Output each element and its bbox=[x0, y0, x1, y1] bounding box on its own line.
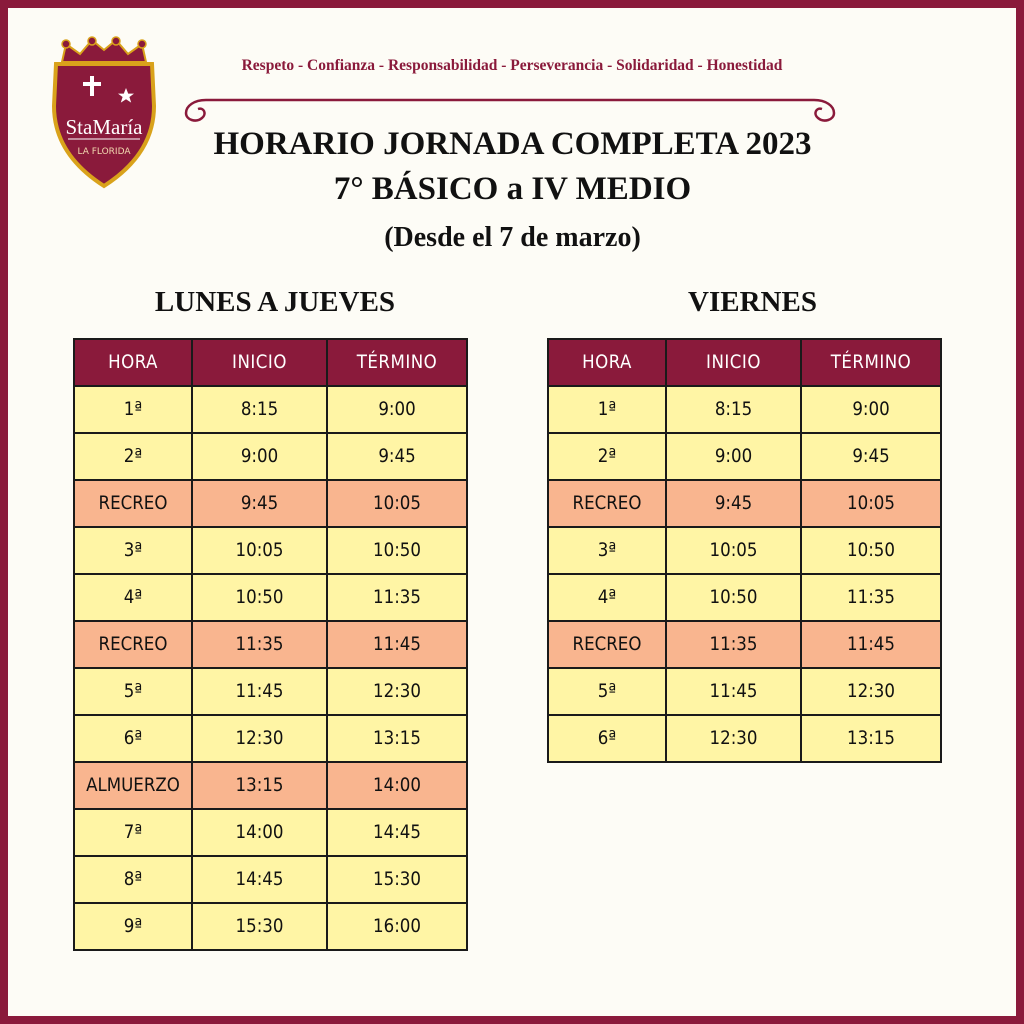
cell-termino: 13:15 bbox=[327, 715, 467, 762]
cell-inicio: 8:15 bbox=[192, 386, 327, 433]
cell-termino: 10:05 bbox=[327, 480, 467, 527]
cell-termino: 9:00 bbox=[327, 386, 467, 433]
cell-inicio: 12:30 bbox=[192, 715, 327, 762]
cell-hora: 2ª bbox=[74, 433, 192, 480]
cell-hora: RECREO bbox=[548, 480, 666, 527]
cell-termino: 15:30 bbox=[327, 856, 467, 903]
cell-inicio: 10:05 bbox=[666, 527, 801, 574]
cell-termino: 11:35 bbox=[801, 574, 941, 621]
table-header-row bbox=[548, 339, 941, 386]
class-row bbox=[74, 574, 467, 621]
cell-hora: 5ª bbox=[74, 668, 192, 715]
class-row bbox=[74, 433, 467, 480]
cell-termino: 11:35 bbox=[327, 574, 467, 621]
class-row bbox=[548, 715, 941, 762]
cell-termino: 12:30 bbox=[801, 668, 941, 715]
class-row bbox=[74, 856, 467, 903]
cell-inicio: 10:50 bbox=[192, 574, 327, 621]
cell-hora: 3ª bbox=[548, 527, 666, 574]
cell-hora: 1ª bbox=[74, 386, 192, 433]
crown-icon bbox=[62, 37, 146, 62]
break-row bbox=[74, 480, 467, 527]
cell-hora: 8ª bbox=[74, 856, 192, 903]
class-row bbox=[74, 527, 467, 574]
cell-hora: 1ª bbox=[548, 386, 666, 433]
class-row bbox=[548, 668, 941, 715]
cell-termino: 13:15 bbox=[801, 715, 941, 762]
class-row bbox=[74, 903, 467, 950]
column-header: TÉRMINO bbox=[327, 339, 467, 386]
cell-termino: 9:45 bbox=[327, 433, 467, 480]
cell-inicio: 12:30 bbox=[666, 715, 801, 762]
cell-inicio: 10:05 bbox=[192, 527, 327, 574]
class-row bbox=[74, 809, 467, 856]
cell-hora: RECREO bbox=[74, 480, 192, 527]
cell-inicio: 10:50 bbox=[666, 574, 801, 621]
cell-inicio: 9:45 bbox=[192, 480, 327, 527]
cell-inicio: 11:45 bbox=[666, 668, 801, 715]
swirl-left-icon bbox=[186, 100, 206, 120]
cell-hora: RECREO bbox=[74, 621, 192, 668]
page-date-note: (Desde el 7 de marzo) bbox=[384, 222, 641, 253]
cell-inicio: 14:45 bbox=[192, 856, 327, 903]
cell-hora: 4ª bbox=[74, 574, 192, 621]
class-row bbox=[74, 386, 467, 433]
cell-hora: 7ª bbox=[74, 809, 192, 856]
column-header: TÉRMINO bbox=[801, 339, 941, 386]
cell-inicio: 9:00 bbox=[192, 433, 327, 480]
cell-termino: 14:00 bbox=[327, 762, 467, 809]
cell-hora: RECREO bbox=[548, 621, 666, 668]
class-row bbox=[548, 574, 941, 621]
ornament-divider bbox=[180, 92, 840, 128]
cell-inicio: 14:00 bbox=[192, 809, 327, 856]
cell-termino: 10:50 bbox=[327, 527, 467, 574]
cell-termino: 16:00 bbox=[327, 903, 467, 950]
cell-termino: 9:45 bbox=[801, 433, 941, 480]
cell-termino: 10:50 bbox=[801, 527, 941, 574]
cell-termino: 10:05 bbox=[801, 480, 941, 527]
class-row bbox=[74, 668, 467, 715]
schedule-table-friday bbox=[547, 338, 942, 763]
column-header: INICIO bbox=[192, 339, 327, 386]
school-values: Respeto - Confianza - Responsabilidad - Perseverancia - Solidaridad - Honestidad bbox=[241, 57, 783, 74]
cell-inicio: 15:30 bbox=[192, 903, 327, 950]
column-header: INICIO bbox=[666, 339, 801, 386]
break-row bbox=[548, 480, 941, 527]
class-row bbox=[548, 386, 941, 433]
cell-termino: 14:45 bbox=[327, 809, 467, 856]
cell-inicio: 11:35 bbox=[192, 621, 327, 668]
cell-hora: 9ª bbox=[74, 903, 192, 950]
cell-hora: 6ª bbox=[548, 715, 666, 762]
cell-hora: 2ª bbox=[548, 433, 666, 480]
table-header-row bbox=[74, 339, 467, 386]
cell-termino: 11:45 bbox=[801, 621, 941, 668]
schedule-heading-monday-thursday: LUNES A JUEVES bbox=[154, 286, 396, 318]
page-title: HORARIO JORNADA COMPLETA 2023 bbox=[213, 126, 812, 162]
swirl-right-icon bbox=[814, 100, 834, 120]
cell-hora: 5ª bbox=[548, 668, 666, 715]
schedule-heading-friday: VIERNES bbox=[688, 286, 817, 318]
cell-inicio: 9:00 bbox=[666, 433, 801, 480]
cell-termino: 11:45 bbox=[327, 621, 467, 668]
cell-termino: 9:00 bbox=[801, 386, 941, 433]
column-header: HORA bbox=[74, 339, 192, 386]
cell-inicio: 8:15 bbox=[666, 386, 801, 433]
cell-termino: 12:30 bbox=[327, 668, 467, 715]
class-row bbox=[74, 715, 467, 762]
class-row bbox=[548, 433, 941, 480]
cell-hora: 6ª bbox=[74, 715, 192, 762]
break-row bbox=[548, 621, 941, 668]
cell-hora: ALMUERZO bbox=[74, 762, 192, 809]
school-crest-logo bbox=[46, 36, 162, 192]
break-row bbox=[74, 621, 467, 668]
column-header: HORA bbox=[548, 339, 666, 386]
cell-hora: 4ª bbox=[548, 574, 666, 621]
class-row bbox=[548, 527, 941, 574]
cell-inicio: 11:35 bbox=[666, 621, 801, 668]
logo-subtitle: LA FLORIDA bbox=[77, 147, 131, 157]
schedule-table-monday-thursday bbox=[73, 338, 468, 951]
cell-hora: 3ª bbox=[74, 527, 192, 574]
logo-name: StaMaría bbox=[65, 115, 143, 139]
cell-inicio: 13:15 bbox=[192, 762, 327, 809]
cell-inicio: 11:45 bbox=[192, 668, 327, 715]
cell-inicio: 9:45 bbox=[666, 480, 801, 527]
break-row bbox=[74, 762, 467, 809]
page-subtitle: 7° BÁSICO a IV MEDIO bbox=[333, 171, 692, 207]
